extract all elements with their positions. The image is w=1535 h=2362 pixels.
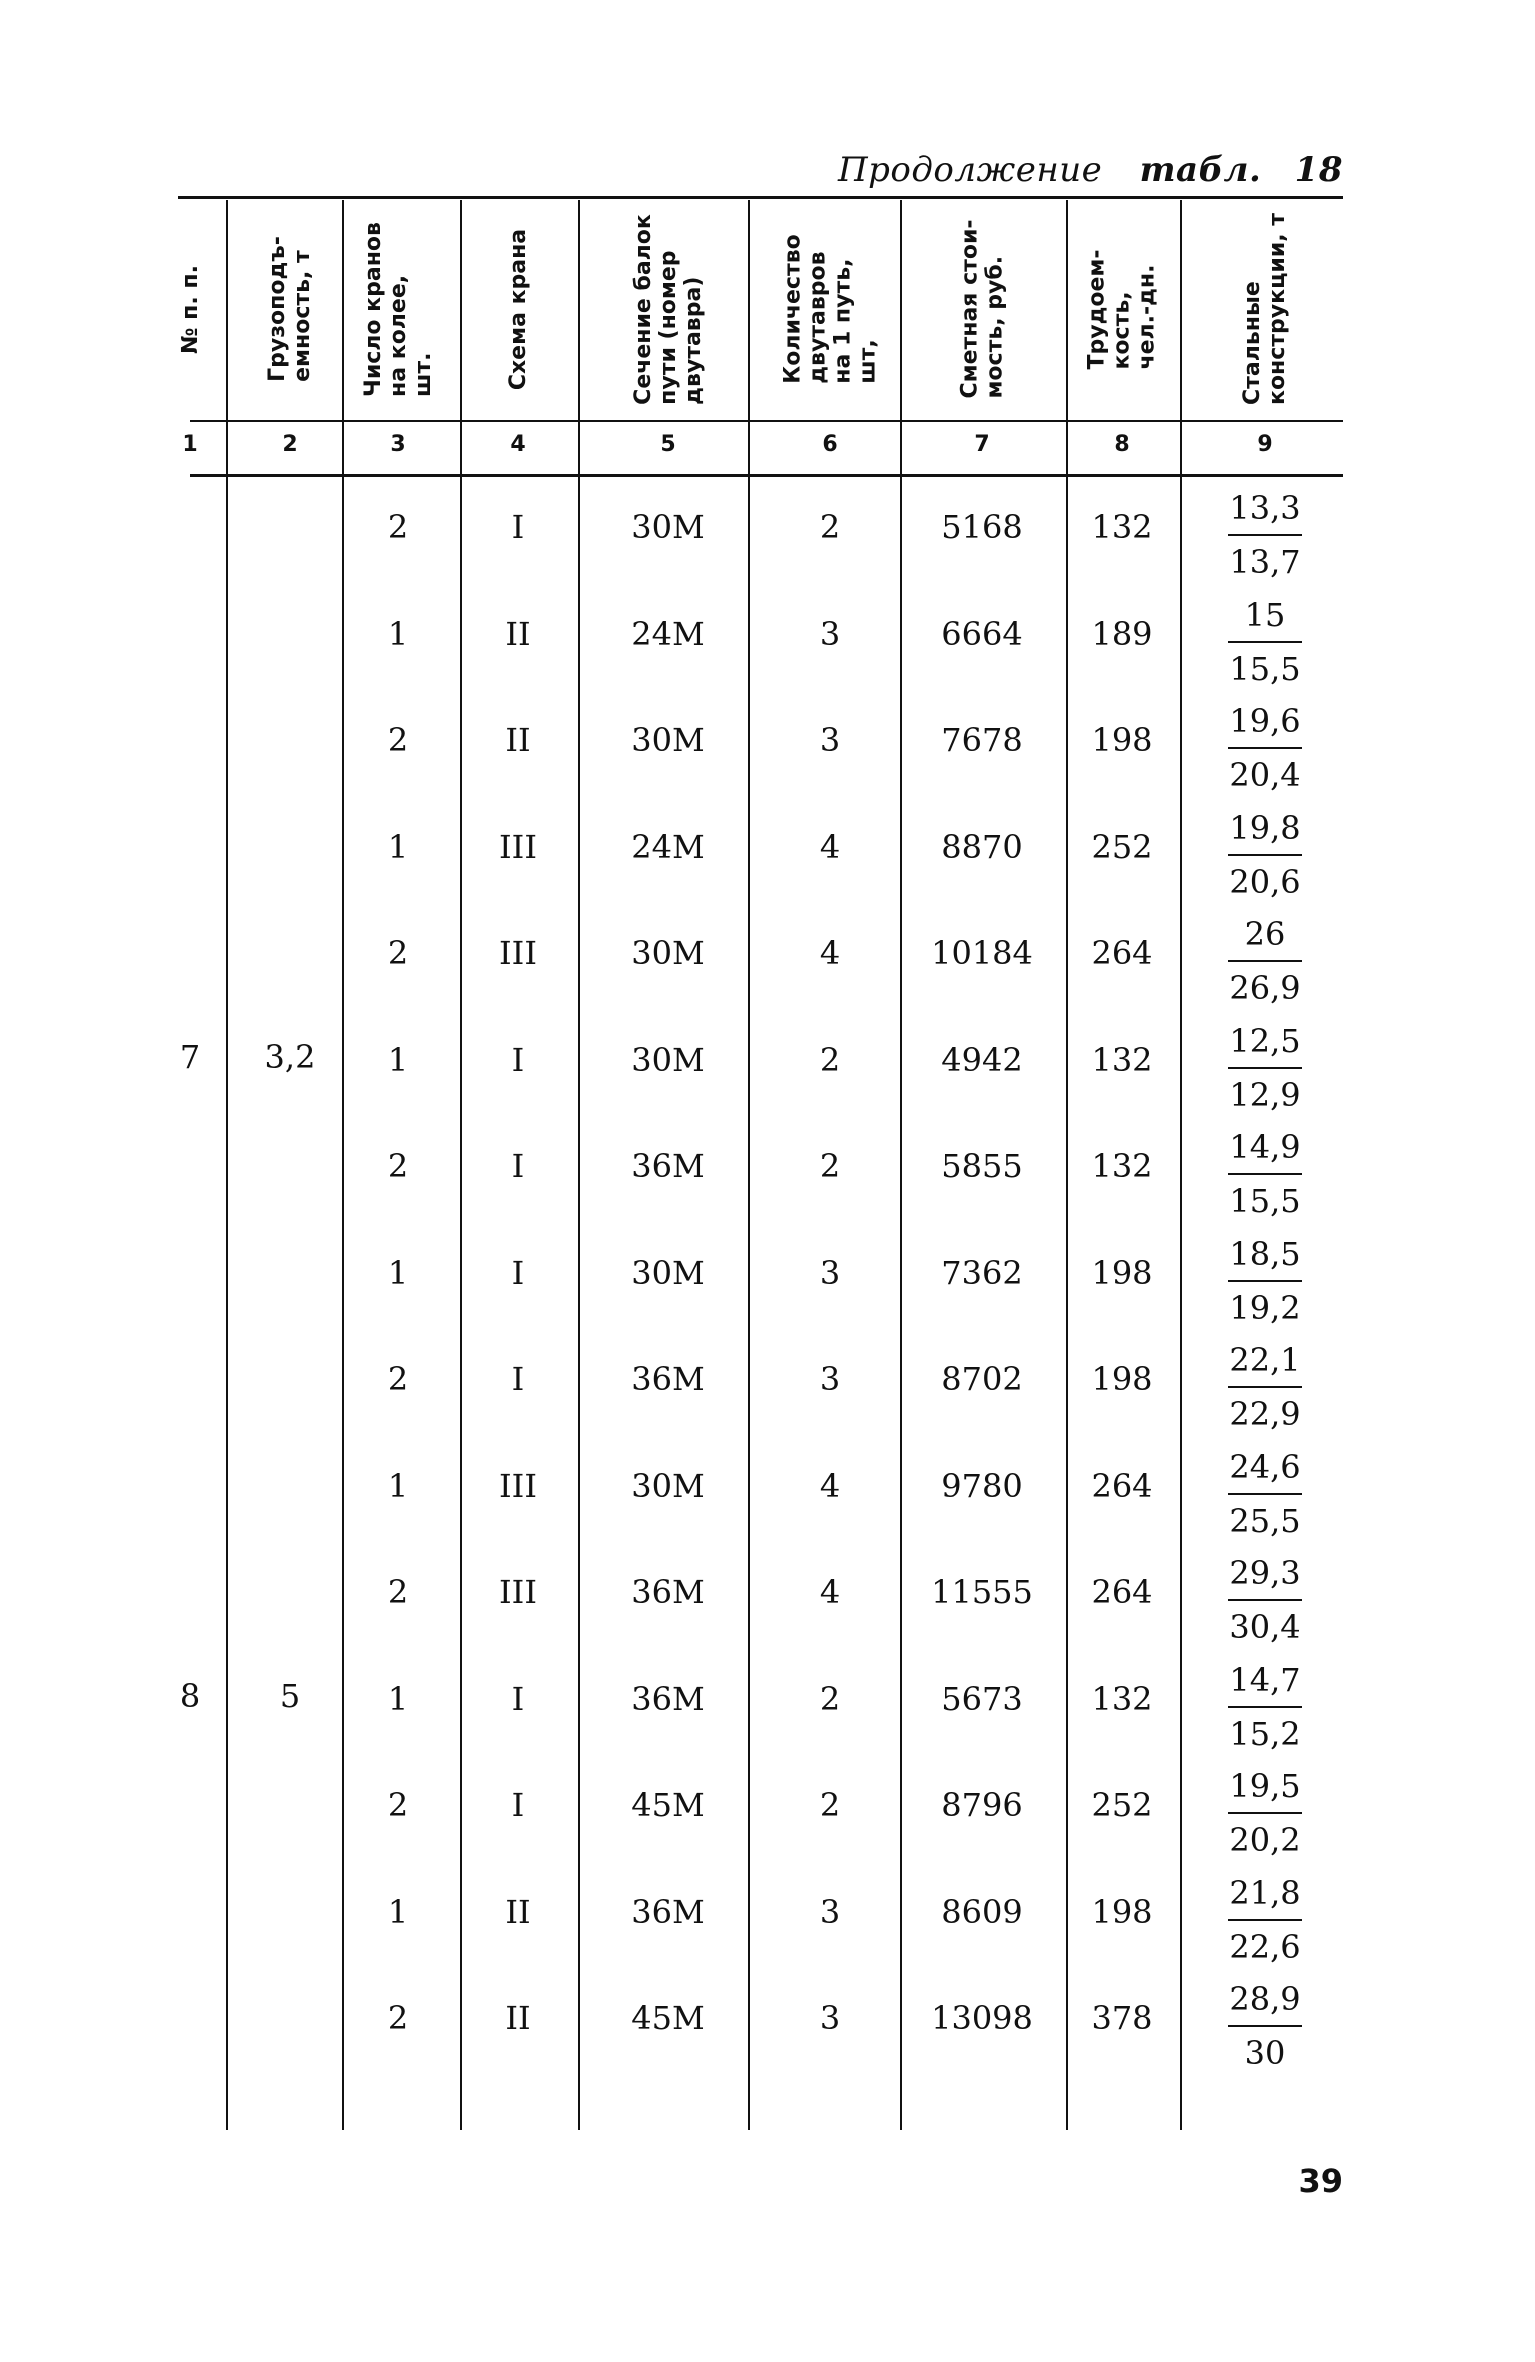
- steel-denominator: 20,4: [1229, 756, 1301, 794]
- table-cell-cost: 9780: [941, 1466, 1023, 1505]
- table-cell-cost: 10184: [931, 934, 1033, 972]
- column-separator: [900, 200, 902, 2130]
- steel-numerator: 15: [1244, 595, 1286, 634]
- table-cell-cost: 8870: [941, 827, 1023, 866]
- column-header: Сечение балок пути (номер двутавра): [630, 213, 706, 405]
- table-cell-cost: 13098: [931, 1999, 1033, 2037]
- table-cell-cost: 8702: [941, 1360, 1023, 1398]
- steel-denominator: 15,5: [1229, 1182, 1301, 1220]
- table-cell-cost: 4942: [941, 1040, 1023, 1079]
- table-cell-scheme: II: [505, 614, 531, 653]
- table-cell-beams: 4: [819, 827, 841, 866]
- steel-denominator: 30: [1244, 2034, 1286, 2072]
- table-cell-cranes: 2: [387, 1147, 409, 1185]
- table-cell-cost: 8609: [941, 1892, 1023, 1931]
- table-cell-beams: 4: [819, 1573, 841, 1611]
- table-cell-section: 24М: [631, 614, 705, 653]
- table-cell-beams: 2: [819, 508, 841, 546]
- steel-numerator: 26: [1244, 915, 1286, 953]
- steel-numerator: 19,8: [1229, 808, 1301, 847]
- steel-fraction: [1205, 908, 1325, 1014]
- caption-label: Продолжение: [838, 150, 1103, 190]
- table-cell-cost: 5855: [941, 1147, 1023, 1185]
- table-cell-scheme: II: [505, 1892, 531, 1931]
- column-header: Трудоем- кость, чел.-дн.: [1084, 248, 1160, 370]
- table-cell-scheme: III: [499, 934, 537, 972]
- steel-denominator: 20,2: [1229, 1821, 1301, 1859]
- table-cell-cost: 5673: [941, 1679, 1023, 1718]
- table-cell-scheme: I: [511, 1040, 525, 1079]
- steel-denominator: 30,4: [1229, 1608, 1301, 1646]
- table-cell-labor: 252: [1091, 1786, 1153, 1824]
- steel-numerator: 22,1: [1229, 1341, 1301, 1379]
- table-cell-section: 30М: [631, 508, 705, 546]
- column-number: 2: [282, 432, 298, 457]
- steel-denominator: 25,5: [1229, 1501, 1301, 1540]
- table-cell-labor: 264: [1091, 934, 1153, 972]
- table-cell-beams: 3: [819, 1892, 841, 1931]
- table-cell-cranes: 2: [387, 721, 409, 759]
- table-cell-cranes: 2: [387, 934, 409, 972]
- steel-fraction: [1205, 1547, 1325, 1653]
- table-cell-cranes: 1: [387, 1253, 409, 1292]
- table-cell-section: 36М: [631, 1147, 705, 1185]
- steel-numerator: 13,3: [1229, 489, 1301, 527]
- table-cell-section: 36М: [631, 1679, 705, 1718]
- steel-numerator: 29,3: [1229, 1554, 1301, 1592]
- table-top-rule: [178, 196, 1343, 199]
- table-cell-cost: 6664: [941, 614, 1023, 653]
- steel-denominator: 19,2: [1229, 1288, 1301, 1327]
- caption-table-number: 18: [1294, 150, 1343, 190]
- steel-fraction: [1205, 1654, 1325, 1760]
- steel-fraction: [1205, 482, 1325, 588]
- column-header: Схема крана: [505, 228, 531, 390]
- steel-fraction: [1205, 1015, 1325, 1121]
- table-cell-cost: 8796: [941, 1786, 1023, 1824]
- table-cell-section: 45М: [631, 1999, 705, 2037]
- table-cell-labor: 198: [1091, 1360, 1153, 1398]
- table-cell-labor: 264: [1091, 1466, 1153, 1505]
- table-cell-labor: 132: [1091, 508, 1153, 546]
- table-cell-beams: 3: [819, 1360, 841, 1398]
- table-cell-scheme: III: [499, 1466, 537, 1505]
- table-cell-scheme: I: [511, 1253, 525, 1292]
- table-cell-cranes: 1: [387, 1892, 409, 1931]
- table-cell-section: 30М: [631, 934, 705, 972]
- column-number: 3: [390, 432, 406, 457]
- steel-numerator: 14,7: [1229, 1660, 1301, 1699]
- table-cell-section: 30М: [631, 1253, 705, 1292]
- table-cell-section: 36М: [631, 1573, 705, 1611]
- table-cell-scheme: II: [505, 721, 531, 759]
- table-cell-cranes: 2: [387, 1999, 409, 2037]
- steel-denominator: 12,9: [1229, 1075, 1301, 1114]
- table-cell-scheme: I: [511, 508, 525, 546]
- table-cell-scheme: III: [499, 1573, 537, 1611]
- table-cell-section: 36М: [631, 1892, 705, 1931]
- table-cell-section: 24М: [631, 827, 705, 866]
- table-cell-beams: 2: [819, 1147, 841, 1185]
- column-header: Количество двутавров на 1 путь, шт,: [780, 234, 881, 384]
- table-cell-cranes: 2: [387, 1360, 409, 1398]
- header-bottom-rule: [190, 420, 1343, 422]
- table-cell-labor: 198: [1091, 721, 1153, 759]
- table-cell-cost: 11555: [931, 1573, 1033, 1611]
- table-cell-cranes: 1: [387, 1679, 409, 1718]
- column-separator: [226, 200, 228, 2130]
- table-cell-beams: 2: [819, 1040, 841, 1079]
- table-cell-cranes: 1: [387, 1040, 409, 1079]
- steel-numerator: 12,5: [1229, 1021, 1301, 1060]
- column-header: Стальные конструкции, т: [1239, 213, 1290, 405]
- steel-numerator: 21,8: [1229, 1873, 1301, 1912]
- steel-denominator: 20,6: [1229, 862, 1301, 901]
- table-cell-labor: 198: [1091, 1892, 1153, 1931]
- steel-denominator: 26,9: [1229, 969, 1301, 1007]
- steel-denominator: 13,7: [1229, 543, 1301, 581]
- steel-numerator: 14,9: [1229, 1128, 1301, 1166]
- steel-denominator: 22,6: [1229, 1927, 1301, 1966]
- column-number: 6: [822, 432, 838, 457]
- table-cell-labor: 198: [1091, 1253, 1153, 1292]
- table-cell-scheme: I: [511, 1147, 525, 1185]
- steel-fraction: [1205, 1760, 1325, 1866]
- table-cell-cranes: 2: [387, 1786, 409, 1824]
- group-capacity: 3,2: [264, 1038, 316, 1076]
- steel-fraction: [1205, 695, 1325, 801]
- column-number: 9: [1257, 432, 1273, 457]
- column-separator: [748, 200, 750, 2130]
- table-cell-beams: 2: [819, 1679, 841, 1718]
- table-cell-cranes: 1: [387, 614, 409, 653]
- steel-fraction: [1205, 589, 1325, 695]
- steel-denominator: 15,5: [1229, 649, 1301, 688]
- column-number: 5: [660, 432, 676, 457]
- table-cell-scheme: III: [499, 827, 537, 866]
- page-number: 39: [1298, 2162, 1343, 2200]
- steel-denominator: 22,9: [1229, 1395, 1301, 1433]
- column-number: 1: [182, 432, 198, 457]
- table-cell-section: 30М: [631, 721, 705, 759]
- column-number: 4: [510, 432, 526, 457]
- steel-numerator: 24,6: [1229, 1447, 1301, 1486]
- table-cell-beams: 3: [819, 721, 841, 759]
- table-cell-cranes: 1: [387, 827, 409, 866]
- table-cell-scheme: II: [505, 1999, 531, 2037]
- caption-table-word: табл.: [1139, 150, 1262, 190]
- table-cell-section: 45М: [631, 1786, 705, 1824]
- steel-fraction: [1205, 1973, 1325, 2079]
- column-numbers-rule: [190, 474, 1343, 477]
- table-cell-beams: 3: [819, 614, 841, 653]
- table-cell-labor: 132: [1091, 1040, 1153, 1079]
- table-cell-section: 30М: [631, 1040, 705, 1079]
- column-header: Грузоподъ- емность, т: [264, 236, 315, 382]
- column-number: 8: [1114, 432, 1130, 457]
- table-caption: [838, 150, 1343, 190]
- table-cell-labor: 378: [1091, 1999, 1153, 2037]
- steel-numerator: 28,9: [1229, 1980, 1301, 2018]
- table-cell-cranes: 2: [387, 1573, 409, 1611]
- table-cell-beams: 3: [819, 1253, 841, 1292]
- table-cell-cost: 5168: [941, 508, 1023, 546]
- table-cell-beams: 3: [819, 1999, 841, 2037]
- table-cell-cost: 7362: [941, 1253, 1023, 1292]
- column-header: № п. п.: [177, 264, 203, 354]
- table-cell-scheme: I: [511, 1679, 525, 1718]
- steel-numerator: 19,5: [1229, 1767, 1301, 1805]
- steel-numerator: 19,6: [1229, 702, 1301, 740]
- table-cell-labor: 252: [1091, 827, 1153, 866]
- group-number: 7: [179, 1038, 201, 1076]
- table-cell-beams: 4: [819, 1466, 841, 1505]
- steel-fraction: [1205, 1441, 1325, 1547]
- table-cell-scheme: I: [511, 1360, 525, 1398]
- column-header: Число кранов на колее, шт.: [360, 221, 436, 397]
- table-cell-section: 30М: [631, 1466, 705, 1505]
- table-cell-labor: 132: [1091, 1679, 1153, 1718]
- table-cell-labor: 264: [1091, 1573, 1153, 1611]
- steel-fraction: [1205, 1867, 1325, 1973]
- steel-fraction: [1205, 1228, 1325, 1334]
- steel-fraction: [1205, 1121, 1325, 1227]
- steel-fraction: [1205, 802, 1325, 908]
- table-cell-cranes: 2: [387, 508, 409, 546]
- column-header: Сметная стои- мость, руб.: [957, 219, 1008, 399]
- steel-fraction: [1205, 1334, 1325, 1440]
- group-capacity: 5: [279, 1677, 301, 1715]
- table-cell-scheme: I: [511, 1786, 525, 1824]
- table-cell-beams: 2: [819, 1786, 841, 1824]
- table-cell-beams: 4: [819, 934, 841, 972]
- group-number: 8: [179, 1677, 201, 1715]
- table-cell-labor: 189: [1091, 614, 1153, 653]
- steel-numerator: 18,5: [1229, 1234, 1301, 1273]
- table-cell-labor: 132: [1091, 1147, 1153, 1185]
- column-number: 7: [974, 432, 990, 457]
- table-cell-cost: 7678: [941, 721, 1023, 759]
- steel-denominator: 15,2: [1229, 1714, 1301, 1753]
- table-cell-cranes: 1: [387, 1466, 409, 1505]
- table-cell-section: 36М: [631, 1360, 705, 1398]
